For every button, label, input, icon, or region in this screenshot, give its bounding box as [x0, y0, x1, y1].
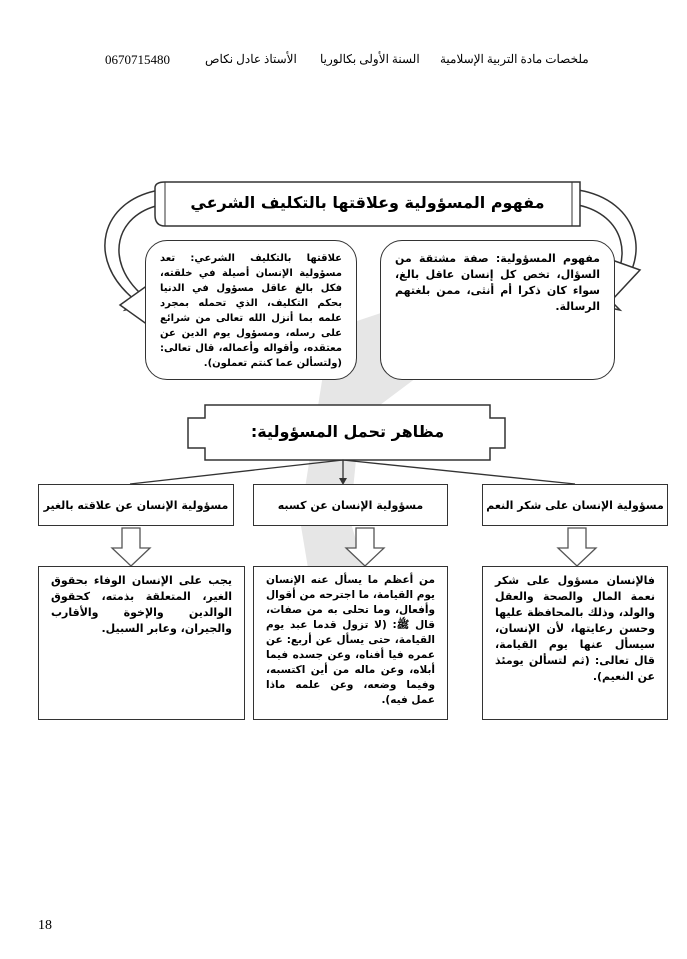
- aspect-text-earnings: من أعظم ما يسأل عنه الإنسان يوم القيامة، ما اجترحه من أقوال وأفعال، وما تحلى به من صفات، قال ﷺ: (لا تزول قدما عبد يوم القيامة، حتى يسأل عن أربع: عن عمره فيا أفناه، وعن جسده فيما أبلاه، وعن ماله من أين اكتسبه، وفيما وضعه، وعن علمه ماذا عمل فيه).: [253, 566, 448, 720]
- header-level: السنة الأولى بكالوريا: [320, 52, 420, 66]
- down-arrow-icon: [112, 528, 150, 566]
- header-teacher: الأستاذ عادل نكاص: [205, 52, 297, 66]
- aspect-label-earnings: مسؤولية الإنسان عن كسبه: [253, 484, 448, 526]
- aspect-label-gratitude: مسؤولية الإنسان على شكر النعم: [482, 484, 668, 526]
- aspect-text-others: يجب على الإنسان الوفاء بحقوق الغير، المتعلقة بذمته، كحقوق الوالدين والإخوة والأقارب والجيران، وعابر السبيل.: [38, 566, 245, 720]
- section1-title: مفهوم المسؤولية وعلاقتها بالتكليف الشرعي: [190, 193, 545, 212]
- relation-bubble: علاقتها بالتكليف الشرعي: تعد مسؤولية الإنسان أصيلة في خلقته، فكل بالغ عاقل مسؤول في الدنيا بحكم التكليف، الذي تحمله بمجرد علمه بما أنزل الله تعالى من شرائع على رسله، ومسؤول يوم الدين عن معتقده، وأقواله وأعماله، قال تعالى: (ولتسألن عما كنتم تعملون).: [145, 240, 357, 380]
- header-subject: ملخصات مادة التربية الإسلامية: [440, 52, 589, 66]
- section2-title: مظاهر تحمل المسؤولية:: [250, 422, 445, 441]
- aspect-label-others: مسؤولية الإنسان عن علاقته بالغير: [38, 484, 234, 526]
- page-number: 18: [38, 918, 52, 933]
- definition-bubble: مفهوم المسؤولية: صفة مشتقة من السؤال، تخص كل إنسان عاقل بالغ، سواء كان ذكرا أم أنثى، ممن بلغتهم الرسالة.: [380, 240, 615, 380]
- header-phone: 0670715480: [105, 52, 170, 67]
- aspect-text-gratitude: فالإنسان مسؤول على شكر نعمة المال والصحة والعقل والولد، وذلك بالمحافظة عليها وحسن رعايتها، لأن الإنسان، سيسأل عنها يوم القيامة، قال تعالى: (ثم لتسألن يومئذ عن النعيم).: [482, 566, 668, 720]
- down-arrow-icon: [558, 528, 596, 566]
